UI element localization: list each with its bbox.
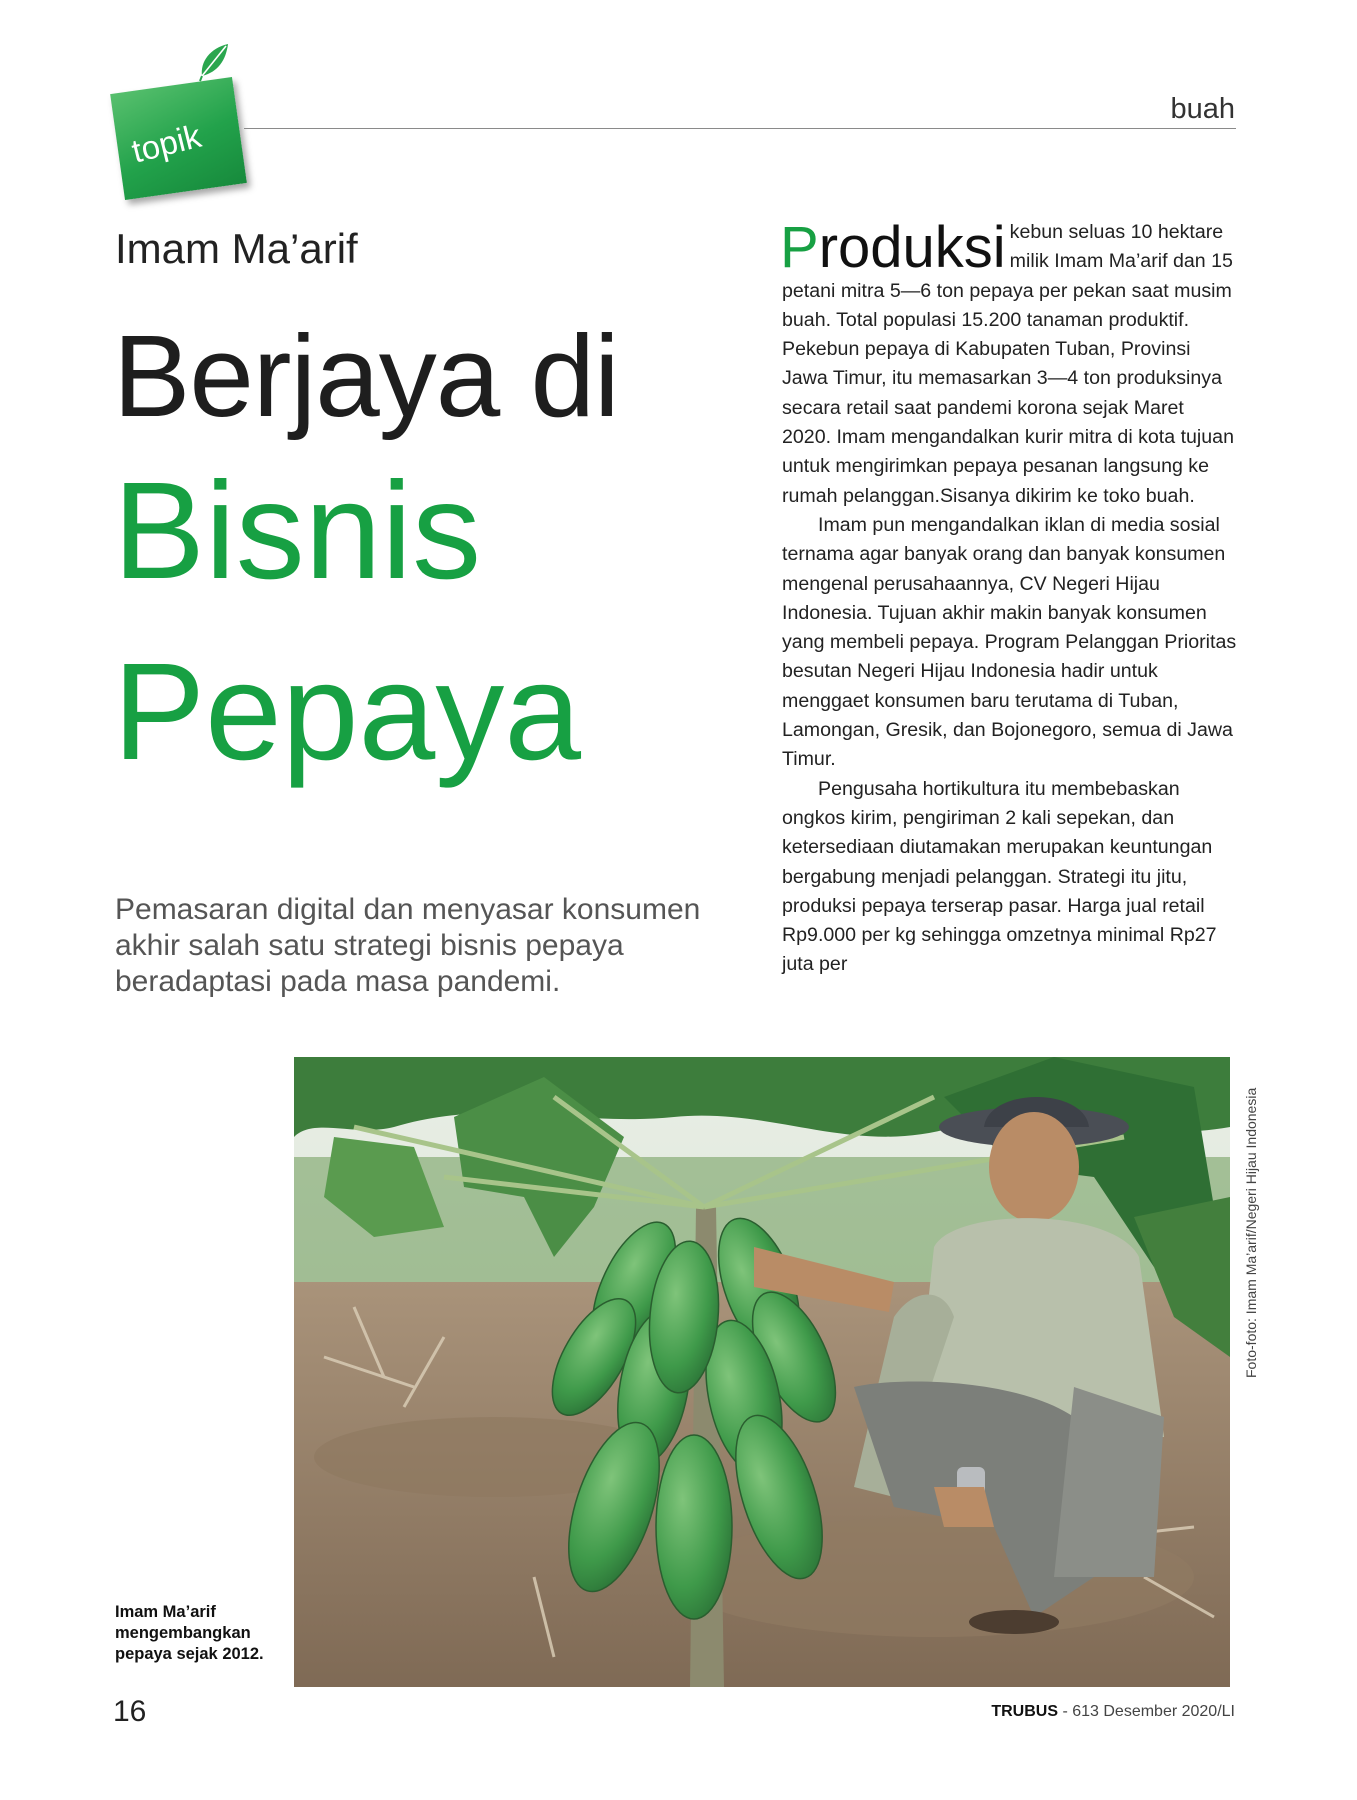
photo-credit-text: Foto-foto: Imam Ma’arif/Negeri Hijau Indonesia: [1243, 1087, 1259, 1378]
headline-line-1: Berjaya di: [113, 311, 619, 441]
magazine-name: TRUBUS: [991, 1703, 1058, 1720]
papaya-farmer-photo: [294, 1057, 1230, 1687]
headline-line-2: Bisnis: [113, 454, 482, 608]
footer-issue: [991, 1703, 1235, 1721]
topic-badge: [110, 77, 247, 200]
body-paragraph: [780, 215, 1237, 511]
article-photo: [294, 1057, 1230, 1687]
topic-badge-label: topik: [128, 116, 205, 170]
header-rule: [244, 128, 1236, 129]
dropcap-letter: P: [780, 215, 819, 280]
headline-line-3: Pepaya: [113, 635, 582, 789]
photo-caption: Imam Ma’arif mengembangkan pepaya sejak 2012.: [115, 1603, 264, 1663]
photo-credit: [1243, 1058, 1265, 1378]
leaf-icon: [196, 42, 232, 82]
section-label: buah: [1170, 93, 1235, 125]
page-number: 16: [113, 1695, 147, 1728]
author-name: Imam Ma’arif: [115, 225, 358, 272]
article-deck: Pemasaran digital dan menyasar konsumen akhir salah satu strategi bisnis pepaya beradaptasi pada masa pandemi.: [115, 893, 701, 998]
dropcap-rest: roduksi: [818, 215, 1006, 280]
body-paragraph: Pengusaha hortikultura itu membebaskan ongkos kirim, pengiriman 2 kali sepekan, dan ketersediaan diutamakan merupakan keuntungan bergabung menjadi pelanggan. Strategi itu jitu, produksi pepaya terserap pasar. Harga jual retail Rp9.000 per kg sehingga omzetnya minimal Rp27 juta per: [782, 777, 1217, 976]
dropcap-word: [780, 215, 1006, 280]
issue-info: - 613 Desember 2020/LI: [1058, 1703, 1235, 1720]
body-paragraph: Imam pun mengandalkan iklan di media sosial ternama agar banyak orang dan banyak konsumen mengenal perusahaannya, CV Negeri Hijau Indonesia. Tujuan akhir makin banyak konsumen yang membeli pepaya. Program Pelanggan Prioritas besutan Negeri Hijau Indonesia hadir untuk menggaet konsumen baru terutama di Tuban, Lamongan, Gresik, dan Bojonegoro, semua di Jawa Timur.: [782, 513, 1237, 771]
article-body: [780, 215, 1237, 980]
body-paragraph-1-text: kebun seluas 10 hektare milik Imam Ma’arif dan 15 petani mitra 5—6 ton pepaya per pekan saat musim buah. Total populasi 15.200 tanaman produktif. Pekebun pepaya di Kabupaten Tuban, Provinsi Jawa Timur, itu memasarkan 3—4 ton produksinya secara retail saat pandemi korona sejak Maret 2020. Imam mengandalkan kurir mitra di kota tujuan untuk mengirimkan pepaya pesanan langsung ke rumah pelanggan.Sisanya dikirim ke toko buah.: [782, 221, 1234, 507]
